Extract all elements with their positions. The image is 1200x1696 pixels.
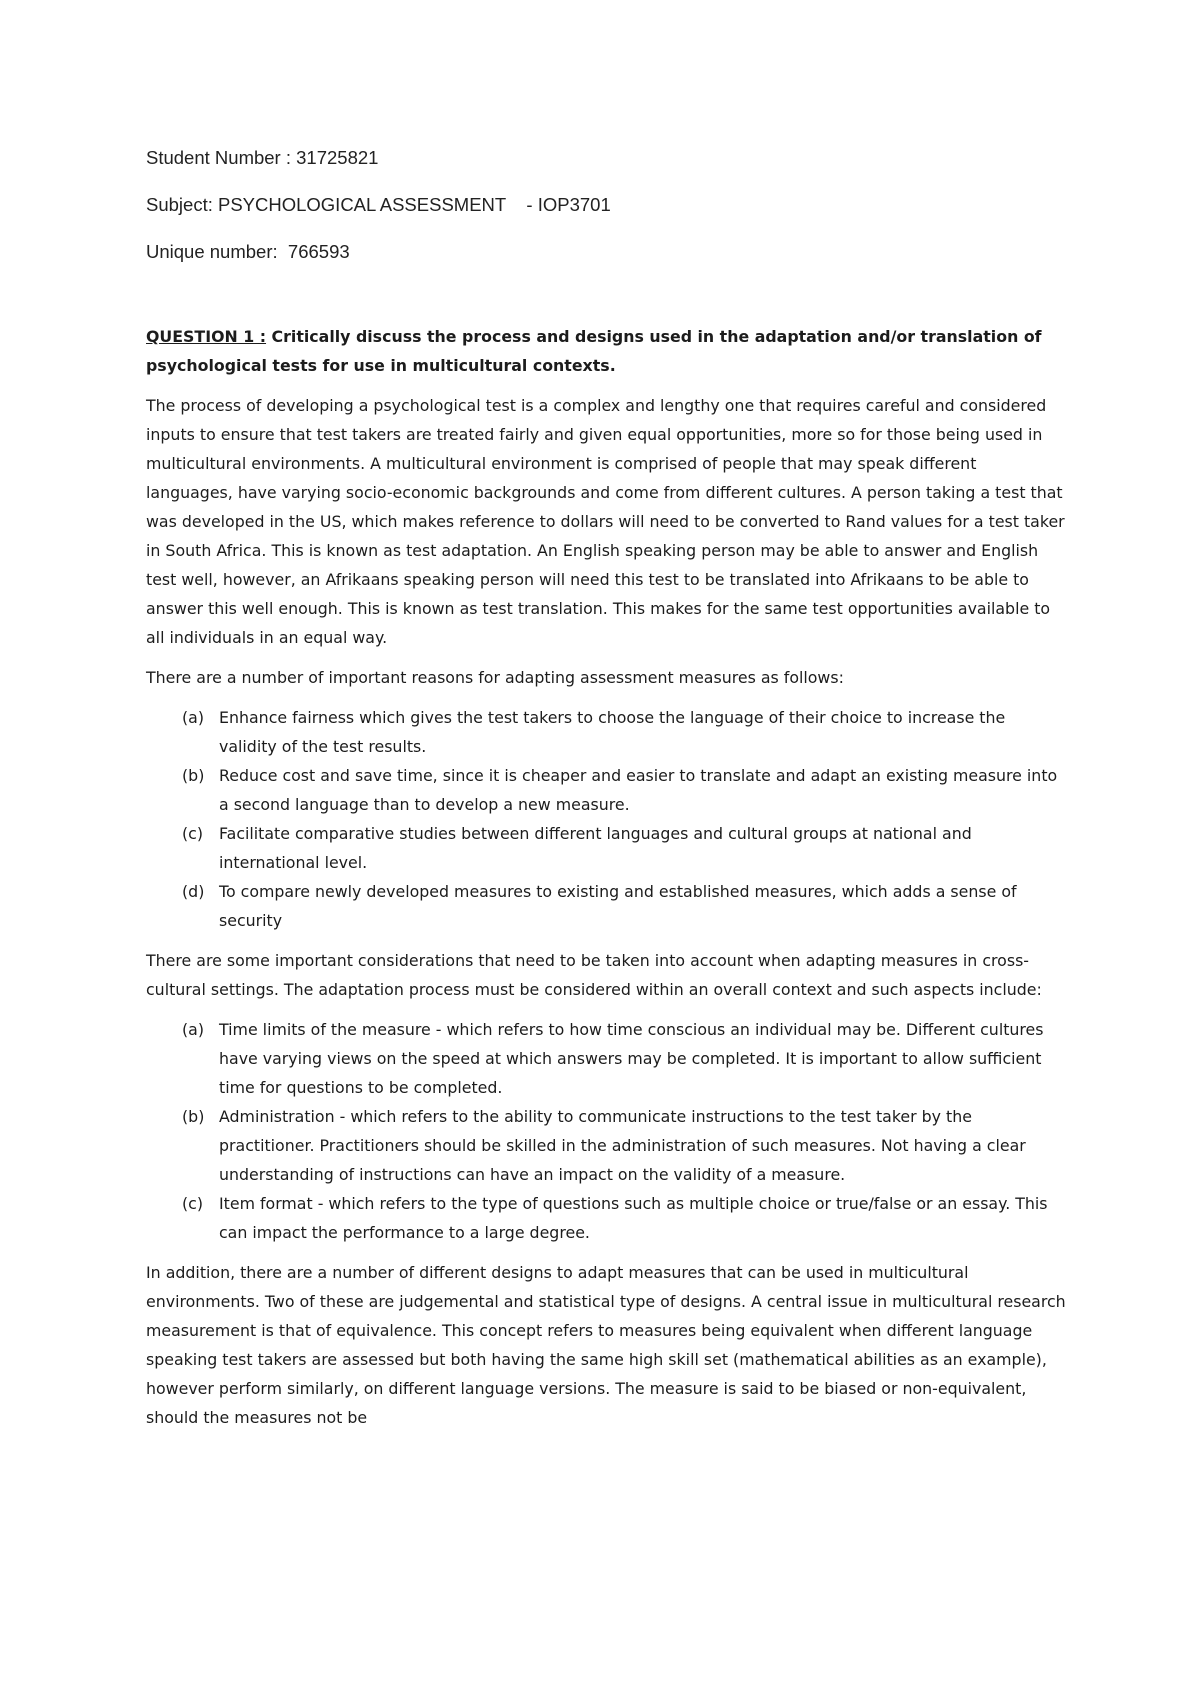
list-marker: (d): [182, 882, 205, 901]
list-item: [146, 877, 1066, 935]
paragraph-reasons-lead: There are a number of important reasons for adapting assessment measures as follows:: [146, 668, 844, 687]
document-header: [146, 146, 611, 287]
student-number: Student Number : 31725821: [146, 147, 379, 168]
list-marker: (a): [182, 1020, 205, 1039]
list-marker: (b): [182, 766, 205, 785]
paragraph-intro: The process of developing a psychological test is a complex and lengthy one that requires careful and considered inputs to ensure that test takers are treated fairly and given equal opportunities, more so for those being used in multicultural environments. A multicultural environment is comprised of people that may speak different languages, have varying socio-economic backgrounds and come from different cultures. A person taking a test that was developed in the US, which makes reference to dollars will need to be converted to Rand values for a test taker in South Africa. This is known as test adaptation. An English speaking person may be able to answer and English test well, however, an Afrikaans speaking person will need this test to be translated into Afrikaans to be able to answer this well enough. This is known as test translation. This makes for the same test opportunities available to all individuals in an equal way.: [146, 396, 1065, 647]
list-marker: (c): [182, 824, 204, 843]
list-item-text: Time limits of the measure - which refers to how time conscious an individual may be. Different cultures have varying views on the speed at which answers may be completed. It is important to allow sufficient time for questions to be completed.: [219, 1020, 1044, 1097]
question-text: Critically discuss the process and designs used in the adaptation and/or translation of psychological tests for use in multicultural contexts.: [146, 327, 1042, 375]
paragraph-designs: In addition, there are a number of different designs to adapt measures that can be used in multicultural environments. Two of these are judgemental and statistical type of designs. A central issue in multicultural research measurement is that of equivalence. This concept refers to measures being equivalent when different language speaking test takers are assessed but both having the same high skill set (mathematical abilities as an example), however perform similarly, on different language versions. The measure is said to be biased or non-equivalent, should the measures not be: [146, 1263, 1066, 1427]
question-heading: [146, 322, 1066, 380]
list-item-text: Reduce cost and save time, since it is cheaper and easier to translate and adapt an existing measure into a second language than to develop a new measure.: [219, 766, 1058, 814]
list-item-text: Item format - which refers to the type of questions such as multiple choice or true/false or an essay. This can impact the performance to a large degree.: [219, 1194, 1048, 1242]
list-item: [146, 703, 1066, 761]
list-item: [146, 1015, 1066, 1102]
considerations-list: [146, 1015, 1066, 1247]
list-marker: (c): [182, 1194, 204, 1213]
list-marker: (b): [182, 1107, 205, 1126]
list-item: [146, 1189, 1066, 1247]
list-item-text: To compare newly developed measures to existing and established measures, which adds a sense of security: [219, 882, 1017, 930]
question-label: QUESTION 1 :: [146, 327, 267, 346]
list-item: [146, 761, 1066, 819]
unique-number: Unique number: 766593: [146, 241, 350, 262]
list-item-text: Administration - which refers to the ability to communicate instructions to the test taker by the practitioner. Practitioners should be skilled in the administration of such measures. Not having a clear understanding of instructions can have an impact on the validity of a measure.: [219, 1107, 1026, 1184]
list-item: [146, 1102, 1066, 1189]
list-item-text: Enhance fairness which gives the test takers to choose the language of their choice to increase the validity of the test results.: [219, 708, 1006, 756]
list-item: [146, 819, 1066, 877]
reasons-list: [146, 703, 1066, 935]
paragraph-considerations-lead: There are some important considerations that need to be taken into account when adapting measures in cross-cultural settings. The adaptation process must be considered within an overall context and such aspects include:: [146, 951, 1042, 999]
document-body: [146, 322, 1066, 1443]
list-marker: (a): [182, 708, 205, 727]
subject-line: Subject: PSYCHOLOGICAL ASSESSMENT - IOP3701: [146, 194, 611, 215]
list-item-text: Facilitate comparative studies between different languages and cultural groups at national and international level.: [219, 824, 972, 872]
